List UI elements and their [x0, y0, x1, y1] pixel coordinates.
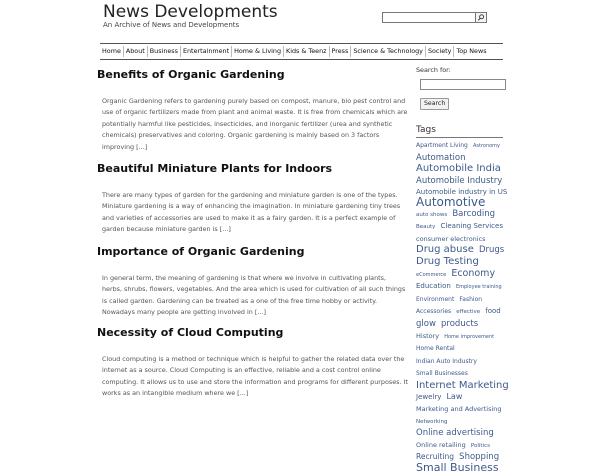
post-title-link[interactable]: Importance of Organic Gardening	[97, 245, 305, 258]
tag-link[interactable]: Law	[446, 392, 463, 402]
tag-link[interactable]: Politics	[470, 442, 490, 449]
tag-link[interactable]: Environment	[416, 295, 455, 303]
tags-heading: Tags	[416, 125, 436, 135]
tag-link[interactable]: Economy	[451, 267, 496, 279]
tag-link[interactable]: Automotive	[416, 194, 486, 209]
tag-link[interactable]: Accessories	[416, 308, 452, 316]
tag-link[interactable]: Shopping	[459, 452, 500, 463]
tag-link[interactable]: Beauty	[416, 224, 436, 231]
post-title-link[interactable]: Necessity of Cloud Computing	[97, 326, 284, 339]
site-title[interactable]: News Developments	[103, 2, 278, 22]
tag-link[interactable]: Small Businesses	[416, 370, 468, 378]
tag-link[interactable]: Jewelry	[416, 393, 442, 402]
sidebar-search-button[interactable]: Search	[420, 98, 449, 110]
tag-link[interactable]: consumer electronics	[416, 234, 486, 243]
tag-link[interactable]: Drug abuse	[416, 244, 474, 256]
tag-link[interactable]: Online retailing	[416, 440, 466, 449]
nav-home-living[interactable]: Home & Living	[232, 46, 284, 57]
tag-link[interactable]: effective	[456, 309, 481, 316]
nav-entertainment[interactable]: Entertainment	[181, 46, 232, 57]
nav-press[interactable]: Press	[330, 46, 352, 57]
tag-link[interactable]: Automobile industry in US	[416, 188, 508, 197]
sidebar-search-input[interactable]	[420, 79, 506, 90]
header-search-button[interactable]	[475, 12, 487, 23]
nav-science-technology[interactable]: Science & Technology	[351, 46, 426, 57]
tag-link[interactable]: Automobile India	[416, 163, 501, 175]
tag-link[interactable]: Automation	[416, 152, 466, 163]
tag-cloud	[416, 138, 509, 474]
tag-link[interactable]: Cleaning Services	[440, 222, 503, 231]
nav-top-news[interactable]: Top News	[456, 47, 487, 55]
tag-link[interactable]: Online advertising	[416, 428, 494, 439]
post-excerpt: Cloud computing is a method or technique which is helpful to gather the related data over the internet as a source. Cloud Computing is an effective, reliable and a cost control online computing. It allows us to use and store the information and programs for different purposes. It works as an intangible medium where we [...]	[102, 355, 408, 398]
tag-link[interactable]: Marketing and Advertising	[416, 405, 502, 414]
tag-link[interactable]: History	[416, 331, 440, 340]
tag-link[interactable]: Astronomy	[472, 143, 501, 149]
post-title-link[interactable]: Benefits of Organic Gardening	[97, 68, 285, 81]
tag-link[interactable]: food	[485, 307, 501, 316]
nav-kids-teenz[interactable]: Kids & Teenz	[284, 46, 329, 57]
header-search	[382, 12, 486, 23]
sidebar	[416, 66, 509, 474]
tag-link[interactable]: Internet Marketing	[416, 379, 509, 391]
sidebar-search-label: Search for:	[416, 66, 451, 74]
post	[97, 68, 408, 153]
nav-about[interactable]: About	[124, 46, 148, 57]
tag-link[interactable]: Recruiting	[416, 452, 455, 462]
post	[97, 245, 408, 319]
tag-link[interactable]: glow	[416, 318, 436, 329]
tag-link[interactable]: Apartment Living	[416, 142, 468, 149]
tag-link[interactable]: eCommerce	[416, 271, 447, 278]
tag-link[interactable]: Education	[416, 282, 451, 291]
search-icon	[477, 14, 485, 21]
tag-link[interactable]: Home Rental	[416, 345, 455, 353]
tag-link[interactable]: auto shows	[416, 211, 448, 218]
post	[97, 162, 408, 236]
nav-home[interactable]: Home	[100, 46, 124, 57]
post-excerpt: There are many types of garden for the gardening and miniature garden is one of the types. Miniature gardening is a way of enhancing the imagination. In miniature gardening tiny trees and varieties of accessories are used to make it as a fairy garden. It is a perfect example of garden because miniature garden is [...]	[102, 191, 401, 234]
header-search-input[interactable]	[382, 12, 476, 23]
tag-link[interactable]: products	[441, 318, 479, 329]
tag-link[interactable]: Indian Auto Industry	[416, 357, 477, 365]
post-excerpt: Organic Gardening refers to gardening purely based on compost, manure, bio pest control and use of organic fertilizers made from plant and animal waste. It is free from chemicals which are potentially harmful like pesticides, insecticides, and inorganic fertilizer (urea and synthetic chemicals) preservatives and coloring. Organic gardening is mainly based on 3 factors improving [...]	[102, 97, 408, 151]
tag-link[interactable]: Drugs	[478, 245, 505, 256]
tag-link[interactable]: Networking	[416, 418, 448, 425]
post-excerpt: In general term, the meaning of gardening is that where we involve in cultivating plants, herbs, shrubs, flowers, vegetables. And the area which is used for cultivation of all such things is called garden. Gardening can be treated as a one of the free time hobby or activity. Nowadays many people are getting involved in [...]	[102, 274, 406, 317]
tag-link[interactable]: Employee training	[455, 284, 502, 291]
tag-link[interactable]: Fashion	[459, 295, 483, 303]
tag-link[interactable]: Automobile Industry	[416, 175, 503, 186]
site-tagline: An Archive of News and Developments	[103, 21, 240, 29]
tag-link[interactable]: Home improvement	[444, 333, 495, 340]
main-nav	[100, 43, 503, 60]
nav-business[interactable]: Business	[148, 46, 181, 57]
post	[97, 326, 408, 400]
post-title-link[interactable]: Beautiful Miniature Plants for Indoors	[97, 162, 333, 175]
tag-link[interactable]: Drug Testing	[416, 255, 479, 267]
tag-link[interactable]: Barcoding	[452, 208, 496, 219]
tag-link[interactable]: Small Business	[416, 461, 499, 474]
nav-society[interactable]: Society	[426, 46, 454, 57]
